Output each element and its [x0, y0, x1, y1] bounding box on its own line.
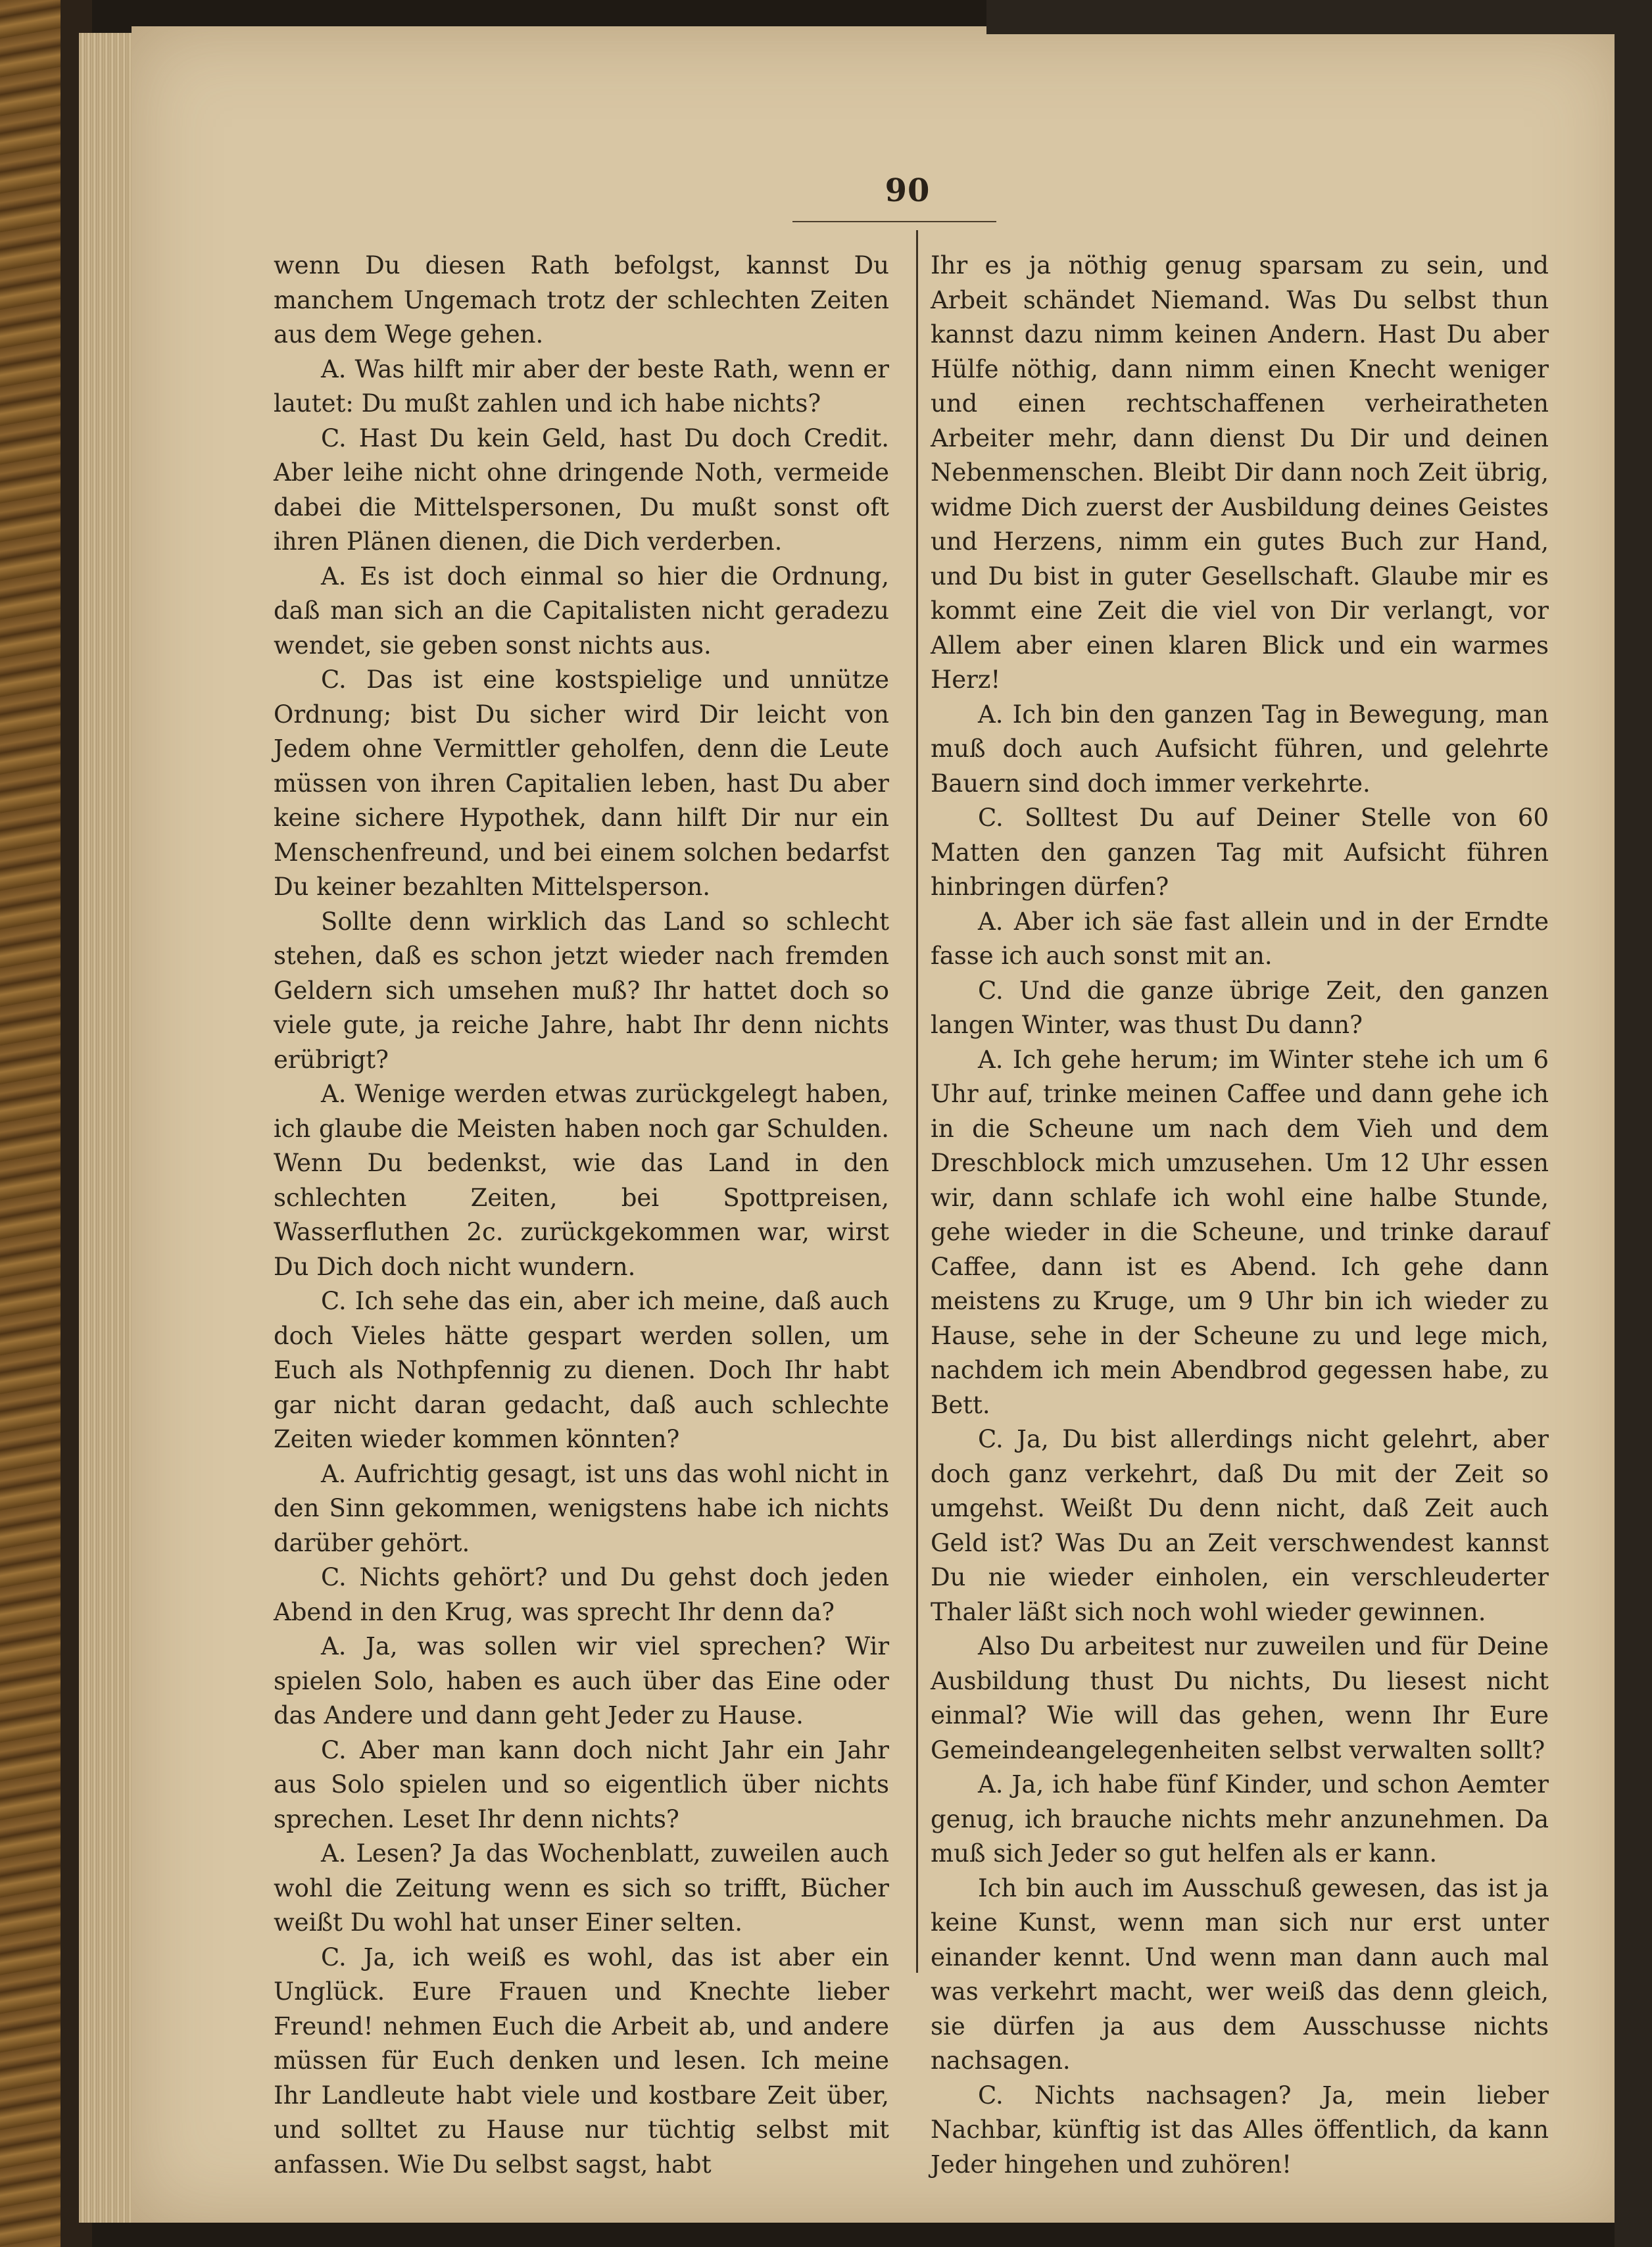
paragraph: wenn Du diesen Rath befolgst, kannst Du manchem Ungemach trotz der schlechten Zeiten aus dem Wege gehen. [274, 251, 889, 349]
paragraph: A. Ich bin den ganzen Tag in Bewegung, man muß doch auch Aufsicht führen, und gelehrte Bauern sind doch immer verkehrte. [931, 700, 1549, 798]
paragraph: A. Lesen? Ja das Wochenblatt, zuweilen auch wohl die Zeitung wenn es sich so trifft, Bücher weißt Du wohl hat unser Einer selten. [274, 1839, 889, 1937]
left-column [274, 249, 889, 2182]
paragraph: A. Ja, ich habe fünf Kinder, und schon Aemter genug, ich brauche nichts mehr anzunehmen. Da muß sich Jeder so gut helfen als er kann. [931, 1770, 1549, 1868]
paragraph: C. Ich sehe das ein, aber ich meine, daß auch doch Vieles hätte gespart werden sollen, um Euch als Nothpfennig zu dienen. Doch Ihr habt gar nicht daran gedacht, daß auch schlechte Zeiten wieder kommen könnten? [274, 1287, 889, 1453]
scan-background-right [1615, 0, 1652, 2247]
paragraph: C. Nichts nachsagen? Ja, mein lieber Nachbar, künftig ist das Alles öffentlich, da kann Jeder hingehen und zuhören! [931, 2081, 1549, 2179]
paragraph: A. Was hilft mir aber der beste Rath, wenn er lautet: Du mußt zahlen und ich habe nichts? [274, 354, 889, 418]
header-rule [792, 221, 996, 222]
paragraph: C. Solltest Du auf Deiner Stelle von 60 Matten den ganzen Tag mit Aufsicht führen hinbringen dürfen? [931, 804, 1549, 901]
paragraph: Ihr es ja nöthig genug sparsam zu sein, und Arbeit schändet Niemand. Was Du selbst thun kannst dazu nimm keinen Andern. Hast Du aber Hülfe nöthig, dann nimm einen Knecht weniger und einen rechtschaffenen verheiratheten Arbeiter mehr, dann dienst Du Dir und deinen Nebenmenschen. Bleibt Dir dann noch Zeit übrig, widme Dich zuerst der Ausbildung deines Geistes und Herzens, nimm ein gutes Buch zur Hand, und Du bist in guter Gesellschaft. Glaube mir es kommt eine Zeit die viel von Dir verlangt, vor Allem aber einen klaren Blick und ein warmes Herz! [931, 251, 1549, 694]
paragraph: Also Du arbeitest nur zuweilen und für Deine Ausbildung thust Du nichts, Du liesest nicht einmal? Wie will das gehen, wenn Ihr Eure Gemeindeangelegenheiten selbst verwalten sollt? [931, 1632, 1549, 1764]
column-divider [916, 230, 918, 1973]
paragraph: C. Ja, Du bist allerdings nicht gelehrt, aber doch ganz verkehrt, daß Du mit der Zeit so umgehst. Weißt Du denn nicht, daß Zeit auch Geld ist? Was Du an Zeit verschwendest kannst Du nie wieder einholen, ein verschleuderter Thaler läßt sich noch wohl wieder gewinnen. [931, 1425, 1549, 1626]
paragraph: A. Wenige werden etwas zurückgelegt haben, ich glaube die Meisten haben noch gar Schulden. Wenn Du bedenkst, wie das Land in den schlechten Zeiten, bei Spottpreisen, Wasserfluthen 2c. zurückgekommen war, wirst Du Dich doch nicht wundern. [274, 1080, 889, 1281]
page-number: 90 [885, 172, 931, 209]
paragraph: C. Nichts gehört? und Du gehst doch jeden Abend in den Krug, was sprecht Ihr denn da? [274, 1563, 889, 1626]
paragraph: Ich bin auch im Ausschuß gewesen, das ist ja keine Kunst, wenn man sich nur erst unter einander kennt. Und wenn man dann auch mal was verkehrt macht, wer weiß das denn gleich, sie dürfen ja aus dem Ausschusse nichts nachsagen. [931, 1873, 1549, 2075]
paragraph: A. Ich gehe herum; im Winter stehe ich um 6 Uhr auf, trinke meinen Caffee und dann gehe ich in die Scheune um nach dem Vieh und dem Dreschblock mich umzusehen. Um 12 Uhr essen wir, dann schlafe ich wohl eine halbe Stunde, gehe wieder in die Scheune, und trinke darauf Caffee, dann ist es Abend. Ich gehe dann meistens zu Kruge, um 9 Uhr bin ich wieder zu Hause, sehe in der Scheune zu und lege mich, nachdem ich mein Abendbrod gegessen habe, zu Bett. [931, 1045, 1549, 1419]
paragraph: A. Ja, was sollen wir viel sprechen? Wir spielen Solo, haben es auch über das Eine oder das Andere und dann geht Jeder zu Hause. [274, 1632, 889, 1729]
paragraph: C. Das ist eine kostspielige und unnütze Ordnung; bist Du sicher wird Dir leicht von Jedem ohne Vermittler geholfen, denn die Leute müssen von ihren Capitalien leben, hast Du aber keine sichere Hypothek, dann hilft Dir nur ein Menschenfreund, und bei einem solchen bedarfst Du keiner bezahlten Mittelsperson. [274, 665, 889, 901]
scan-background-top [986, 0, 1644, 34]
paragraph: C. Und die ganze übrige Zeit, den ganzen langen Winter, was thust Du dann? [931, 976, 1549, 1039]
paragraph: A. Es ist doch einmal so hier die Ordnung, daß man sich an die Capitalisten nicht geradezu wendet, sie geben sonst nichts aus. [274, 562, 889, 660]
paragraph: A. Aber ich säe fast allein und in der Erndte fasse ich auch sonst mit an. [931, 907, 1549, 970]
book-binding [0, 0, 66, 2247]
paragraph: C. Ja, ich weiß es wohl, das ist aber ein Unglück. Eure Frauen und Knechte lieber Freund! nehmen Euch die Arbeit ab, und andere müssen für Euch denken und lesen. Ich meine Ihr Landleute habt viele und kostbare Zeit über, und solltet zu Hause nur tüchtig selbst mit anfassen. Wie Du selbst sagst, habt [274, 1943, 889, 2179]
paragraph: C. Hast Du kein Geld, hast Du doch Credit. Aber leihe nicht ohne dringende Noth, vermeide dabei die Mittelspersonen, Du mußt sonst oft ihren Plänen dienen, die Dich verderben. [274, 423, 889, 556]
paragraph: Sollte denn wirklich das Land so schlecht stehen, daß es schon jetzt wieder nach fremden Geldern sich umsehen muß? Ihr hattet doch so viele gute, ja reiche Jahre, habt Ihr denn nichts erübrigt? [274, 907, 889, 1074]
paragraph: C. Aber man kann doch nicht Jahr ein Jahr aus Solo spielen und so eigentlich über nichts sprechen. Leset Ihr denn nichts? [274, 1735, 889, 1833]
right-column [931, 249, 1549, 2182]
paragraph: A. Aufrichtig gesagt, ist uns das wohl nicht in den Sinn gekommen, wenigstens habe ich nichts darüber gehört. [274, 1459, 889, 1557]
